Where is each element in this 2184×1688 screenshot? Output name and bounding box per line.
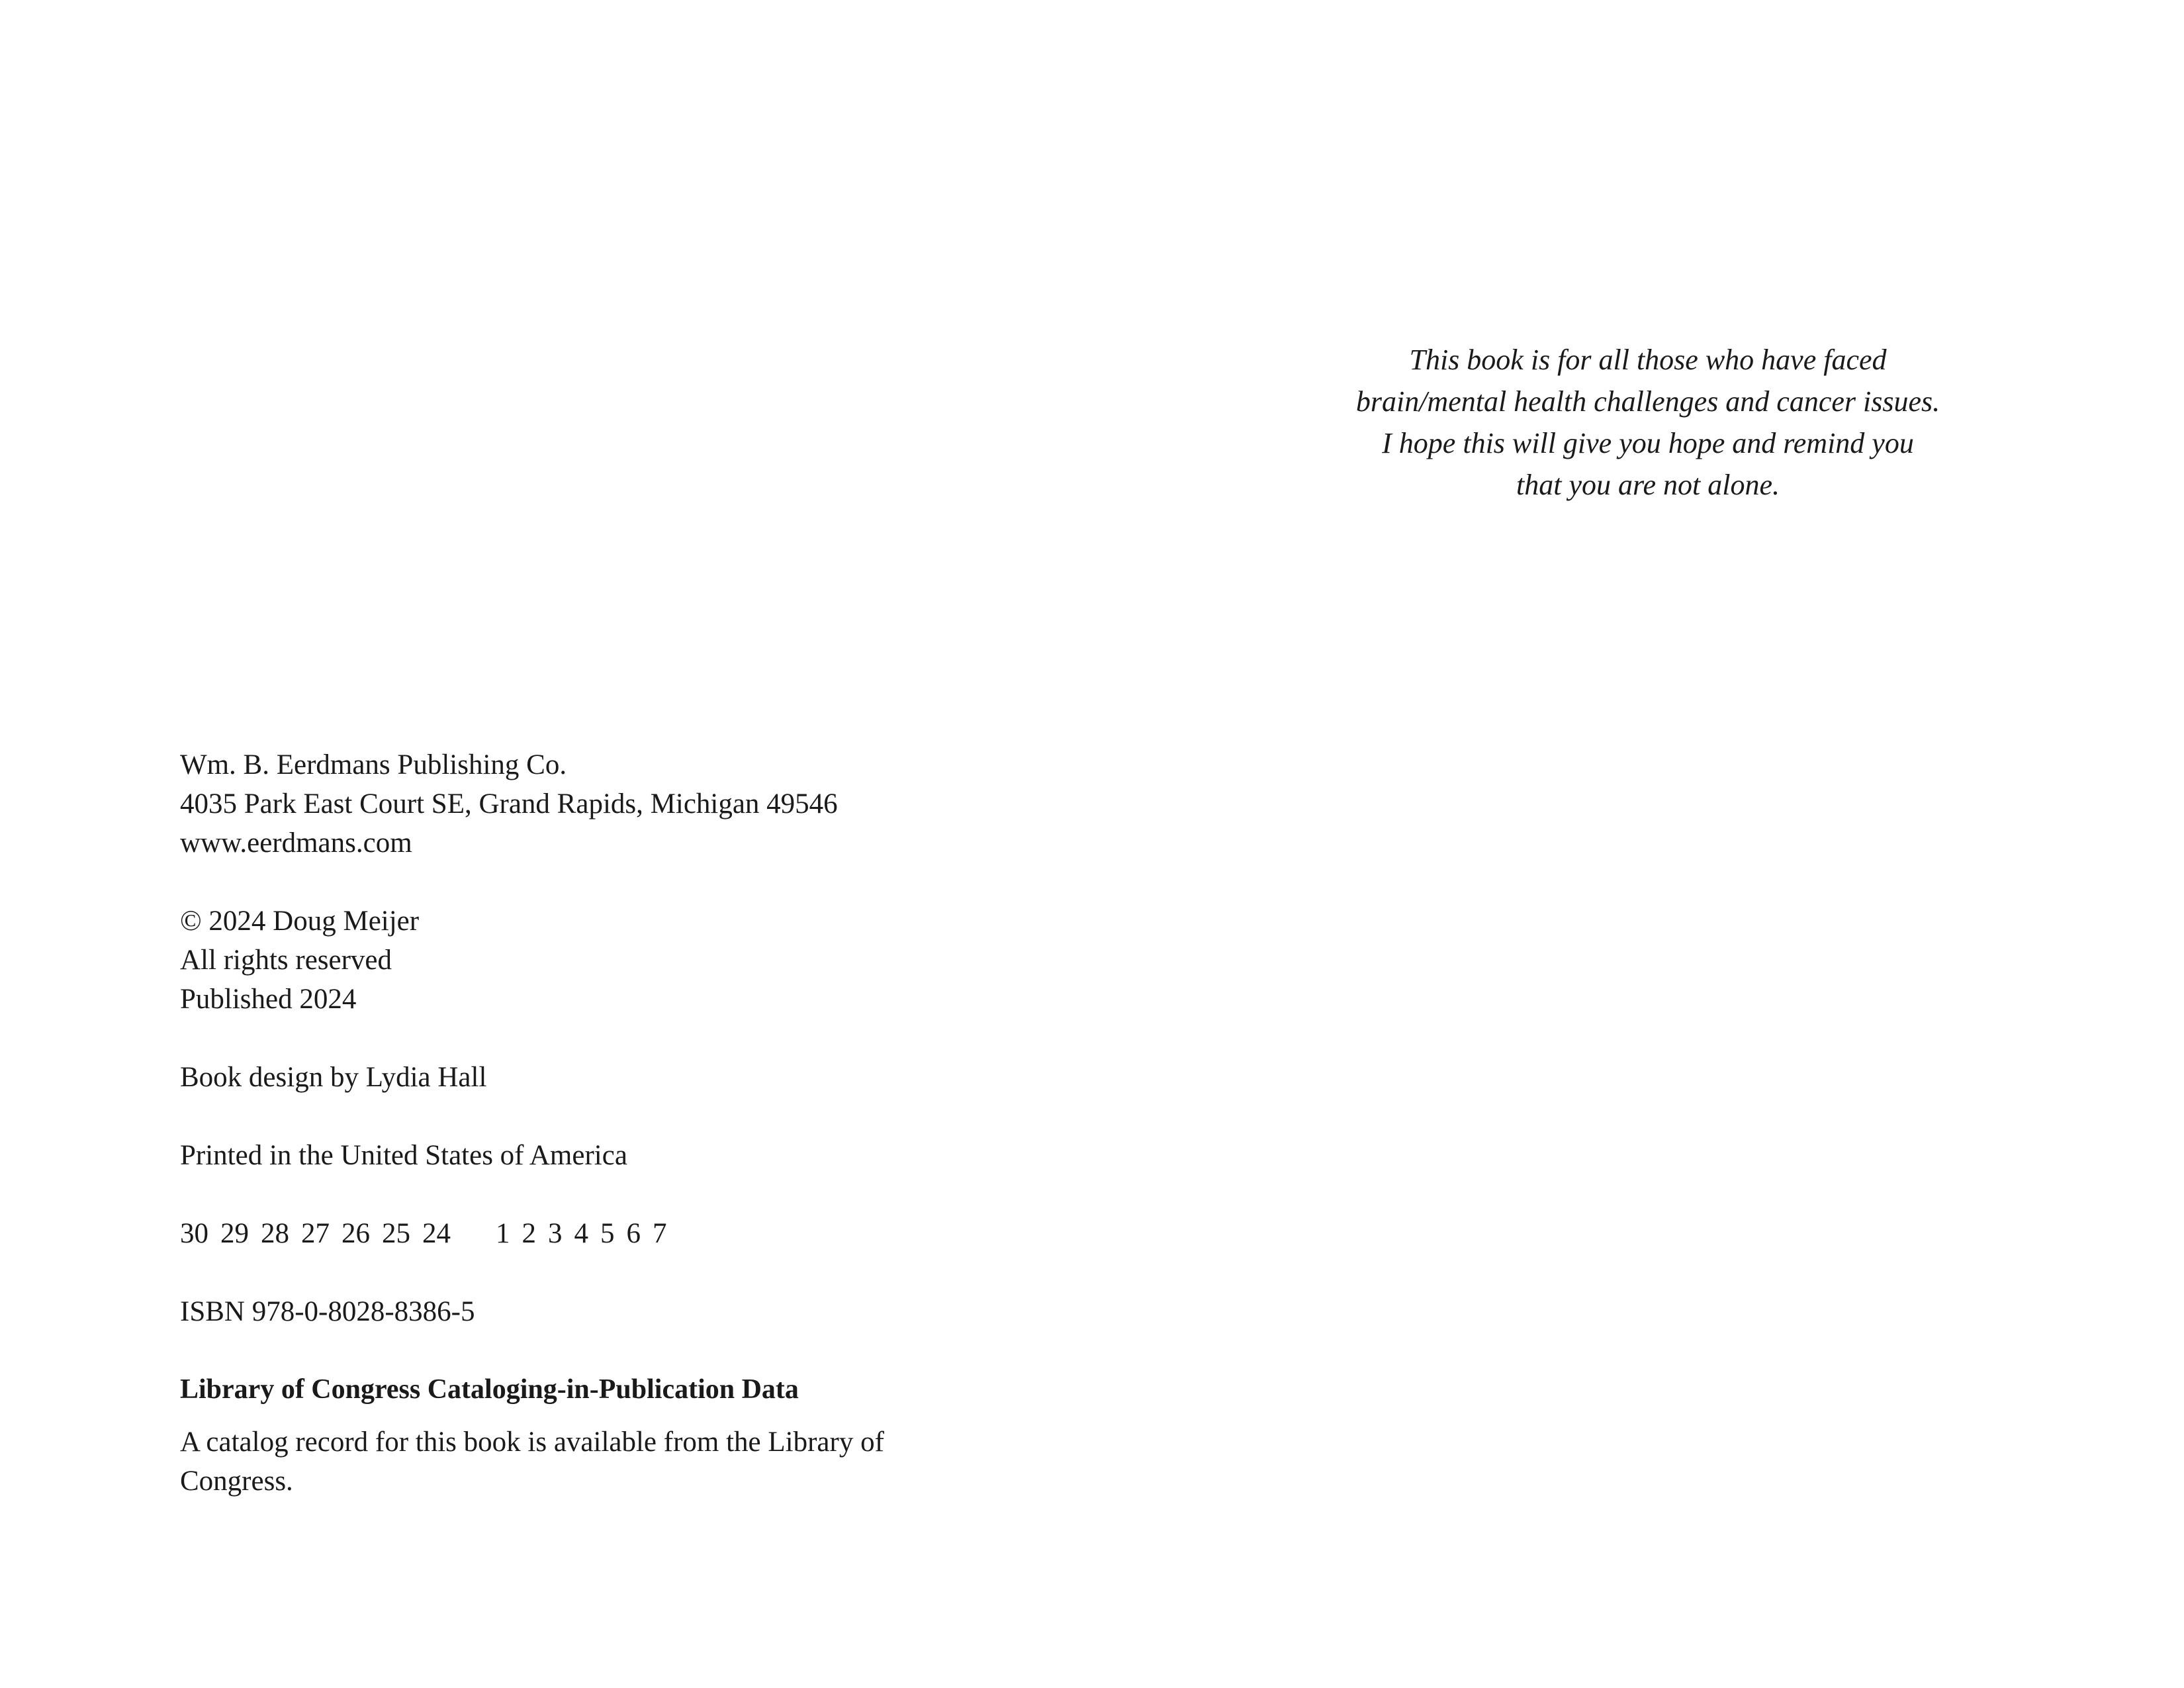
rights-reserved: All rights reserved [180, 945, 392, 976]
printing-year: 30 [180, 1218, 208, 1249]
dedication-line: I hope this will give you hope and remind you [1382, 427, 1914, 459]
cip-line: Congress. [180, 1466, 293, 1497]
printing-year: 25 [382, 1218, 410, 1249]
printing-line [180, 1214, 941, 1253]
copyright-block [180, 745, 941, 1501]
publisher-address: 4035 Park East Court SE, Grand Rapids, Michigan 49546 [180, 788, 838, 820]
dedication-page [1092, 0, 2184, 1688]
dedication-line: This book is for all those who have faced [1409, 344, 1887, 376]
printing-year: 26 [341, 1218, 370, 1249]
printed-in: Printed in the United States of America [180, 1140, 627, 1171]
impression-number: 7 [653, 1218, 667, 1249]
printing-year: 27 [301, 1218, 330, 1249]
printing-year: 28 [261, 1218, 289, 1249]
dedication-line: that you are not alone. [1516, 469, 1780, 501]
impression-number: 3 [548, 1218, 563, 1249]
impression-number: 5 [600, 1218, 615, 1249]
impression-number: 2 [522, 1218, 536, 1249]
impression-number: 1 [496, 1218, 510, 1249]
impression-number: 4 [574, 1218, 588, 1249]
dedication-text [1350, 339, 1946, 506]
impression-number: 6 [626, 1218, 641, 1249]
printing-year: 29 [220, 1218, 249, 1249]
copyright-notice: © 2024 Doug Meijer [180, 906, 420, 937]
cip-heading: Library of Congress Cataloging-in-Publication Data [180, 1374, 799, 1405]
publisher-website: www.eerdmans.com [180, 827, 412, 859]
isbn: ISBN 978-0-8028-8386-5 [180, 1296, 475, 1327]
printing-year: 24 [422, 1218, 451, 1249]
cip-line: A catalog record for this book is available from the Library of [180, 1427, 884, 1458]
dedication-line: brain/mental health challenges and cancer issues. [1355, 385, 1940, 418]
published-year: Published 2024 [180, 984, 357, 1015]
publisher-name: Wm. B. Eerdmans Publishing Co. [180, 749, 567, 780]
cip-body [180, 1423, 908, 1501]
design-credit: Book design by Lydia Hall [180, 1062, 487, 1093]
